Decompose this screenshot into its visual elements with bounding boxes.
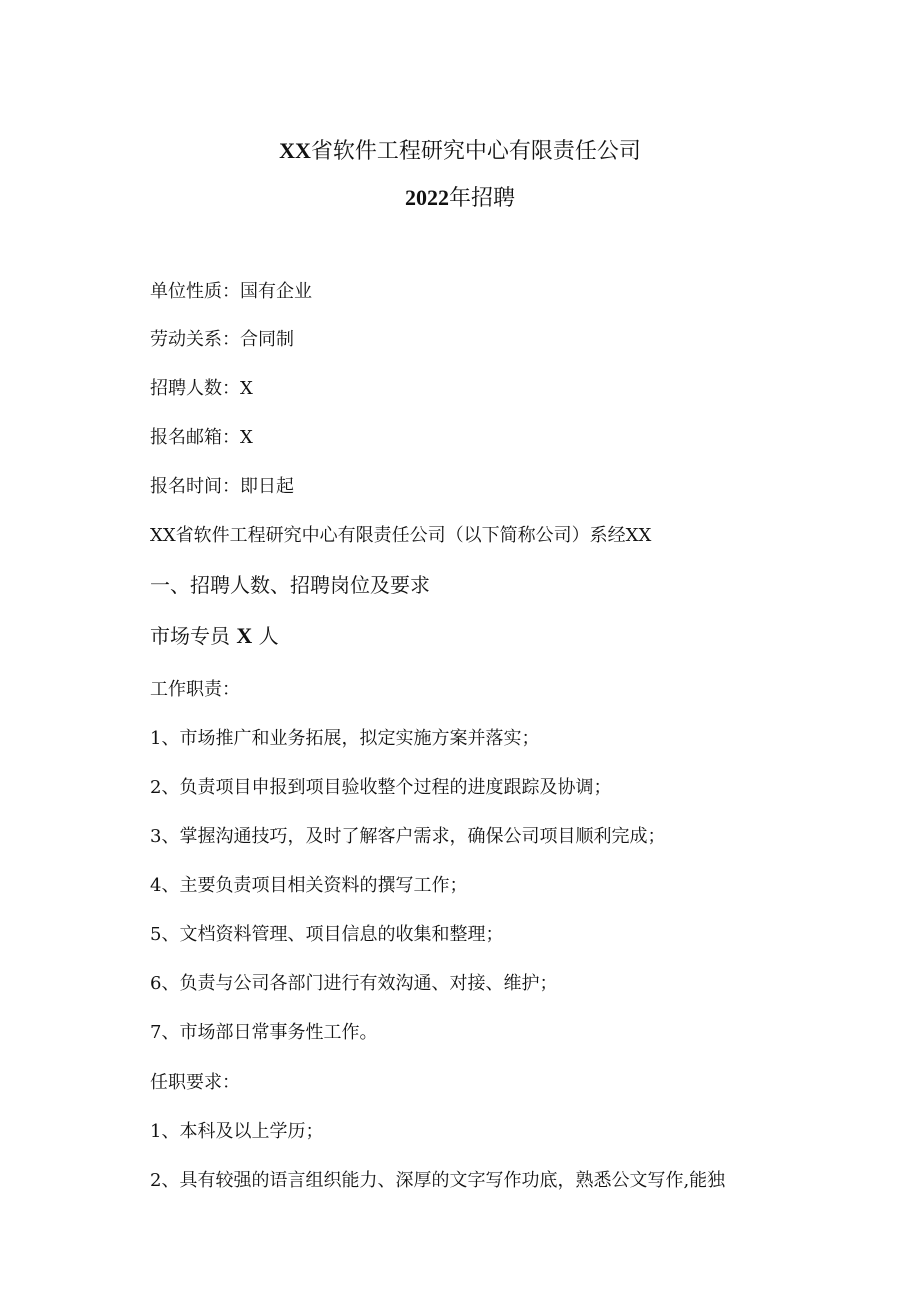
duty-item: 5、文档资料管理、项目信息的收集和整理；: [150, 924, 504, 945]
info-labor: 劳动关系：合同制: [150, 329, 294, 350]
title-org-prefix: XX: [279, 138, 311, 163]
duty-item: 7、市场部日常事务性工作。: [150, 1022, 378, 1043]
subtitle-year: 2022: [404, 185, 449, 210]
info-time: 报名时间：即日起: [150, 476, 294, 497]
duty-item: 2、负责项目申报到项目验收整个过程的进度跟踪及协调；: [150, 777, 612, 798]
position-suffix: 人: [258, 624, 279, 648]
title-org-name: 省软件工程研究中心有限责任公司: [310, 139, 641, 164]
position-prefix: 市场专员: [150, 624, 230, 648]
requirement-item: 1、本科及以上学历；: [150, 1121, 324, 1142]
duty-item: 6、负责与公司各部门进行有效沟通、对接、维护；: [150, 973, 558, 994]
subtitle-text: 年招聘: [448, 186, 515, 211]
duty-item: 4、主要负责项目相关资料的撰写工作；: [150, 875, 468, 896]
duty-item: 1、市场推广和业务拓展，拟定实施方案并落实；: [150, 728, 540, 749]
intro-paragraph: XX省软件工程研究中心有限责任公司（以下简称公司）系经XX: [150, 525, 652, 546]
document-title: [0, 137, 920, 166]
position-count: X: [236, 623, 253, 648]
duty-item: 3、掌握沟通技巧，及时了解客户需求，确保公司项目顺利完成；: [150, 826, 666, 847]
requirements-heading: 任职要求：: [150, 1072, 240, 1093]
document-subtitle: [0, 184, 920, 213]
requirement-item: 2、具有较强的语言组织能力、深厚的文字写作功底，熟悉公文写作,能独: [150, 1170, 726, 1191]
duties-heading: 工作职责：: [150, 679, 240, 700]
position-heading: [150, 624, 279, 648]
section-heading: 一、招聘人数、招聘岗位及要求: [150, 573, 430, 597]
info-email: 报名邮箱：X: [150, 427, 253, 448]
info-nature: 单位性质：国有企业: [150, 281, 312, 302]
info-count: 招聘人数：X: [150, 378, 253, 399]
